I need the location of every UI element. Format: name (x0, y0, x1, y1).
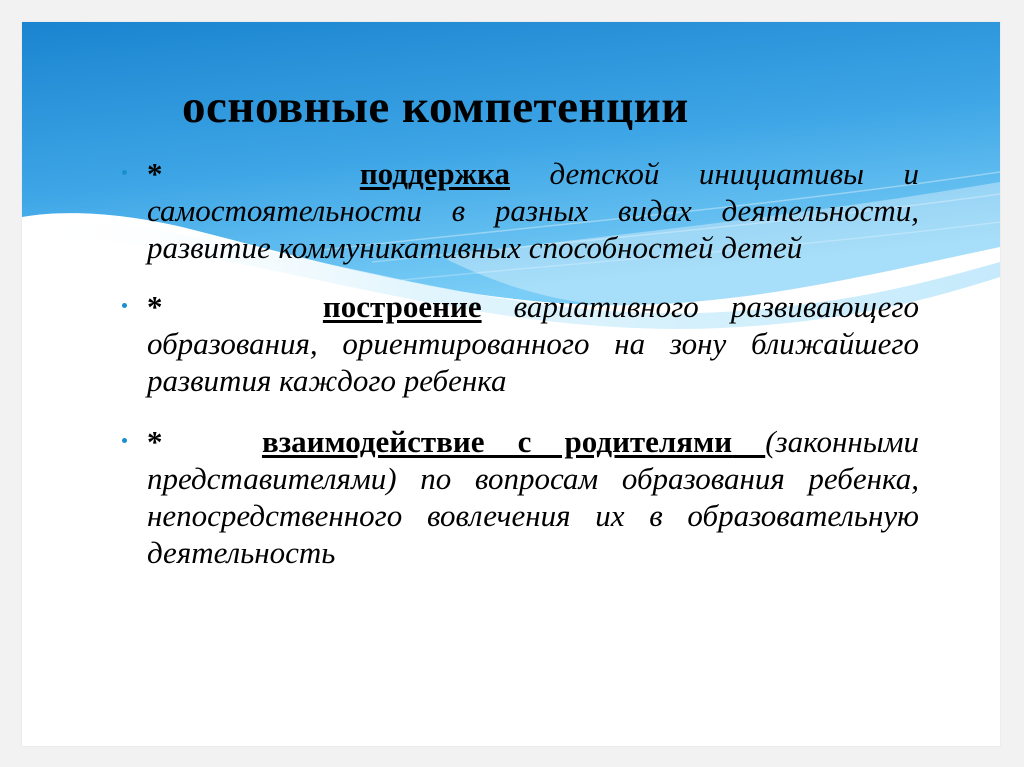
list-item (147, 155, 919, 266)
bullet-dot (122, 438, 127, 443)
list-item (147, 423, 919, 571)
asterisk: * (147, 289, 163, 324)
bullet-dot (122, 170, 127, 175)
asterisk: * (147, 424, 163, 459)
asterisk: * (147, 156, 163, 191)
item-text: вариативного развивающего образования, ориентированного на зону ближайшего развития каждого ребенка (147, 289, 920, 398)
slide-title: основные компетенции (182, 81, 689, 133)
item-text: детской инициативы и самостоятельности в разных видах деятельности, развитие коммуникативных способностей детей (147, 156, 919, 265)
slide (22, 22, 1000, 746)
list-item (147, 288, 919, 399)
item-keyword-underline-gap (732, 424, 765, 459)
item-keyword: построение (322, 289, 482, 324)
item-text: (законными представителями) по вопросам образования ребенка, непосредственного вовлечения их в образовательную деятельность (147, 424, 919, 570)
competency-list (147, 155, 919, 593)
bullet-dot (122, 303, 127, 308)
item-keyword: взаимодействие с родителями (261, 424, 733, 459)
item-keyword: поддержка (359, 156, 511, 191)
